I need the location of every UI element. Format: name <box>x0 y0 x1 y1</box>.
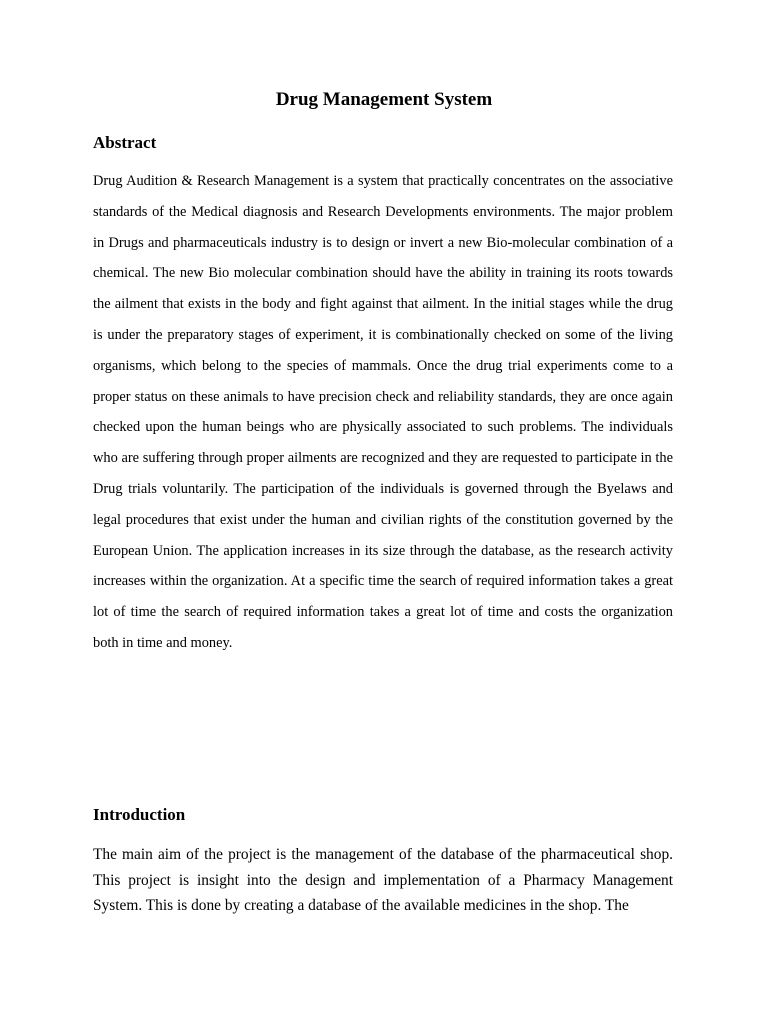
introduction-heading: Introduction <box>93 805 186 824</box>
document-title: Drug Management System <box>275 89 493 110</box>
abstract-heading: Abstract <box>93 133 157 152</box>
abstract-paragraph: Drug Audition & Research Management is a system that practically concentrates on the associative standards of the Medical diagnosis and Research Developments environments. The major problem in Drugs and pharmaceuticals industry is to design or invert a new Bio-molecular combination of a chemical. The new Bio molecular combination should have the ability in training its roots towards the ailment that exists in the body and fight against that ailment. In the initial stages while the drug is under the preparatory stages of experiment, it is combinationally checked on some of the living organisms, which belong to the species of mammals. Once the drug trial experiments come to a proper status on these animals to have precision check and reliability standards, they are once again checked upon the human beings who are physically associated to such problems. The individuals who are suffering through proper ailments are recognized and they are requested to participate in the Drug trials voluntarily. The participation of the individuals is governed through the Byelaws and legal procedures that exist under the human and civilian rights of the constitution governed by the European Union. The application increases in its size through the database, as the research activity increases within the organization. At a specific time the search of required information takes a great lot of time the search of required information takes a great lot of time and costs the organization both in time and money. <box>93 173 673 651</box>
introduction-paragraph: The main aim of the project is the management of the database of the pharmaceutical shop. This project is insight into the design and implementation of a Pharmacy Management System. This is done by creating a database of the available medicines in the shop. The <box>93 846 673 914</box>
